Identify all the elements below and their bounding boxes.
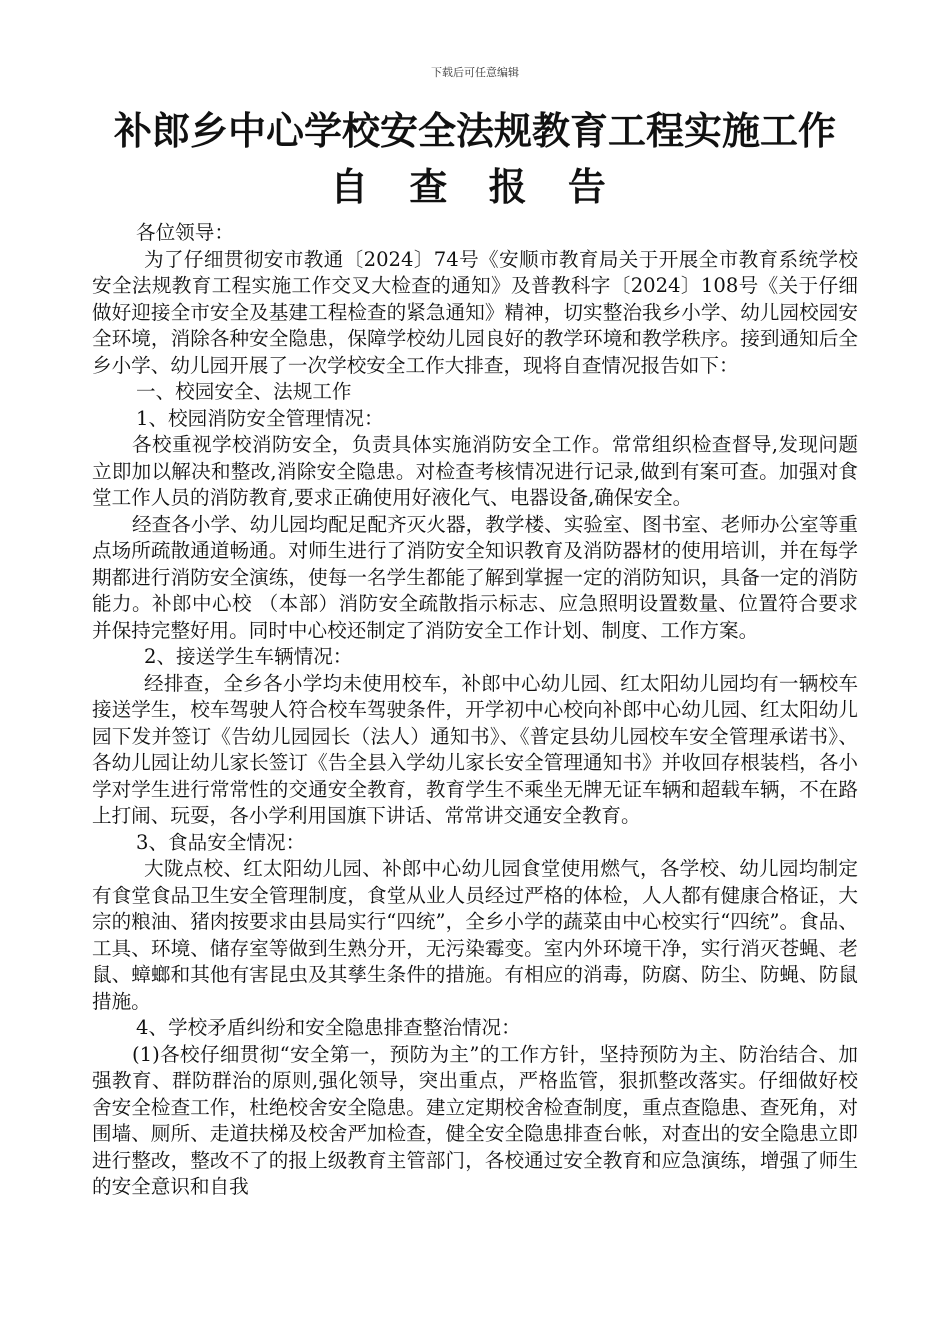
document-body: [92, 220, 858, 1201]
greeting: 各位领导：: [136, 221, 234, 244]
paragraph-hazards: (1)各校仔细贯彻“安全第一，预防为主”的工作方针，坚持预防为主、防治结合、加强教育、群防群治的原则,强化领导，突出重点，严格监管，狠抓整改落实。仔细做好校舍安全检查工作，杜绝校舍安全隐患。建立定期校舍检查制度，重点查隐患、查死角，对围墙、厕所、走道扶梯及校舍严加检查，健全安全隐患排查台帐，对查出的安全隐患立即进行整改，整改不了的报上级教育主管部门，各校通过安全教育和应急演练，增强了师生的安全意识和自我: [92, 1042, 858, 1198]
paragraph-intro: 为了仔细贯彻安市教通〔2024〕74号《安顺市教育局关于开展全市教育系统学校安全法规教育工程实施工作交叉大检查的通知》及普教科字〔2024〕108号《关于仔细做好迎接全市安全及基建工程检查的紧急通知》精神，切实整治我乡小学、幼儿园校园安全环境，消除各种安全隐患，保障学校幼儿园良好的教学环境和教学秩序。接到通知后全乡小学、幼儿园开展了一次学校安全工作大排查，现将自查情况报告如下：: [92, 247, 858, 377]
subsection-heading-food: 3、食品安全情况：: [136, 830, 306, 854]
document-title-line-2: 自 查 报 告: [330, 165, 620, 209]
paragraph-food: 大陇点校、红太阳幼儿园、补郎中心幼儿园食堂使用燃气，各学校、幼儿园均制定有食堂食品卫生安全管理制度，食堂从业人员经过严格的体检，人人都有健康合格证，大宗的粮油、猪肉按要求由县局实行“四统”，全乡小学的蔬菜由中心校实行“四统”。食品、工具、环境、储存室等做到生熟分开，无污染霉变。室内外环境干净，实行消灭苍蝇、老鼠、蟑螂和其他有害昆虫及其孳生条件的措施。有相应的消毒，防腐、防尘、防蝇、防鼠措施。: [92, 857, 858, 1013]
paragraph-vehicles: 经排查，全乡各小学均未使用校车，补郎中心幼儿园、红太阳幼儿园均有一辆校车接送学生，校车驾驶人符合校车驾驶条件，开学初中心校向补郎中心幼儿园、红太阳幼儿园下发并签订《告幼儿园园长（法人）通知书》、《普定县幼儿园校车安全管理承诺书》、各幼儿园让幼儿家长签订《告全县入学幼儿家长安全管理通知书》并收回存根装档，各小学对学生进行常常性的交通安全教育，教育学生不乘坐无牌无证车辆和超载车辆，不在路上打闹、玩耍，各小学利用国旗下讲话、常常讲交通安全教育。: [92, 671, 858, 827]
subsection-heading-vehicles: 2、接送学生车辆情况：: [144, 645, 353, 668]
subsection-heading-fire: 1、校园消防安全管理情况：: [136, 406, 384, 430]
section-heading-1: 一、校园安全、法规工作: [136, 380, 352, 403]
header-note: 下载后可任意编辑: [431, 66, 519, 79]
paragraph-fire-2: 经查各小学、幼儿园均配足配齐灭火器，教学楼、实验室、图书室、老师办公室等重点场所疏散通道畅通。对师生进行了消防安全知识教育及消防器材的使用培训，并在每学期都进行消防安全演练，使每一名学生都能了解到掌握一定的消防知识，具备一定的消防能力。补郎中心校 （本部）消防安全疏散指示标志、应急照明设置数量、位置符合要求并保持完整好用。同时中心校还制定了消防安全工作计划、制度、工作方案。: [92, 512, 858, 642]
document-title-line-1: 补郎乡中心学校安全法规教育工程实施工作: [113, 109, 836, 153]
paragraph-fire-1: 各校重视学校消防安全，负责具体实施消防安全工作。常常组织检查督导,发现问题立即加以解决和整改,消除安全隐患。对检查考核情况进行记录,做到有案可查。加强对食堂工作人员的消防教育,要求正确使用好液化气、电器设备,确保安全。: [92, 433, 858, 509]
subsection-heading-hazards: 4、学校矛盾纠纷和安全隐患排查整治情况：: [136, 1016, 521, 1039]
